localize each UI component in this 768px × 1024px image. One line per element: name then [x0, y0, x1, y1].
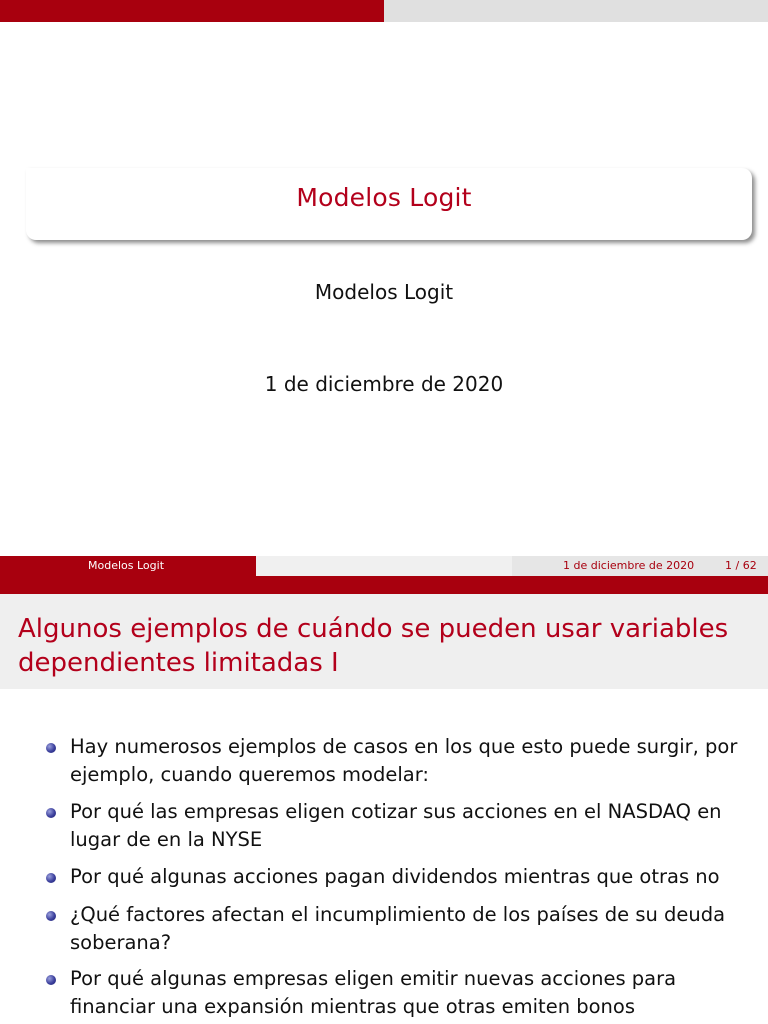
top-strip-grey-half: [384, 0, 768, 22]
bullet-text: Por qué las empresas eligen cotizar sus acciones en el NASDAQ en lugar de en la NYSE: [70, 800, 722, 851]
slide-title: Modelos Logit: [296, 183, 472, 212]
bullet-text: Hay numerosos ejemplos de casos en los que esto puede surgir, por ejemplo, cuando queremos modelar:: [70, 735, 738, 786]
top-strip-red-half: [0, 0, 384, 22]
slide2-top-bar: [0, 576, 768, 594]
top-navigation-strip: [0, 0, 768, 22]
footer-light-section: [256, 556, 512, 576]
slide-footer: [0, 556, 768, 576]
slide-date: 1 de diciembre de 2020: [264, 372, 504, 396]
footer-page-number: 1 / 62: [725, 559, 757, 572]
footer-date: 1 de diciembre de 2020: [563, 559, 695, 572]
footer-title: Modelos Logit: [88, 559, 165, 572]
bullet-dot-icon: [46, 911, 56, 921]
bullet-dot-icon: [46, 873, 56, 883]
slide-subtitle: Modelos Logit: [314, 280, 454, 304]
bullet-dot-icon: [46, 808, 56, 818]
bullet-text: Por qué algunas acciones pagan dividendos mientras que otras no: [70, 865, 720, 888]
bullet-dot-icon: [46, 743, 56, 753]
bullet-dot-icon: [46, 975, 56, 985]
bullet-text: ¿Qué factores afectan el incumplimiento de los países de su deuda soberana?: [70, 903, 726, 954]
frame-title: Algunos ejemplos de cuándo se pueden usar variables dependientes limitadas I: [18, 614, 729, 678]
bullet-text: Por qué algunas empresas eligen emitir nuevas acciones para financiar una expansión mientras que otras emiten bonos: [70, 967, 677, 1018]
